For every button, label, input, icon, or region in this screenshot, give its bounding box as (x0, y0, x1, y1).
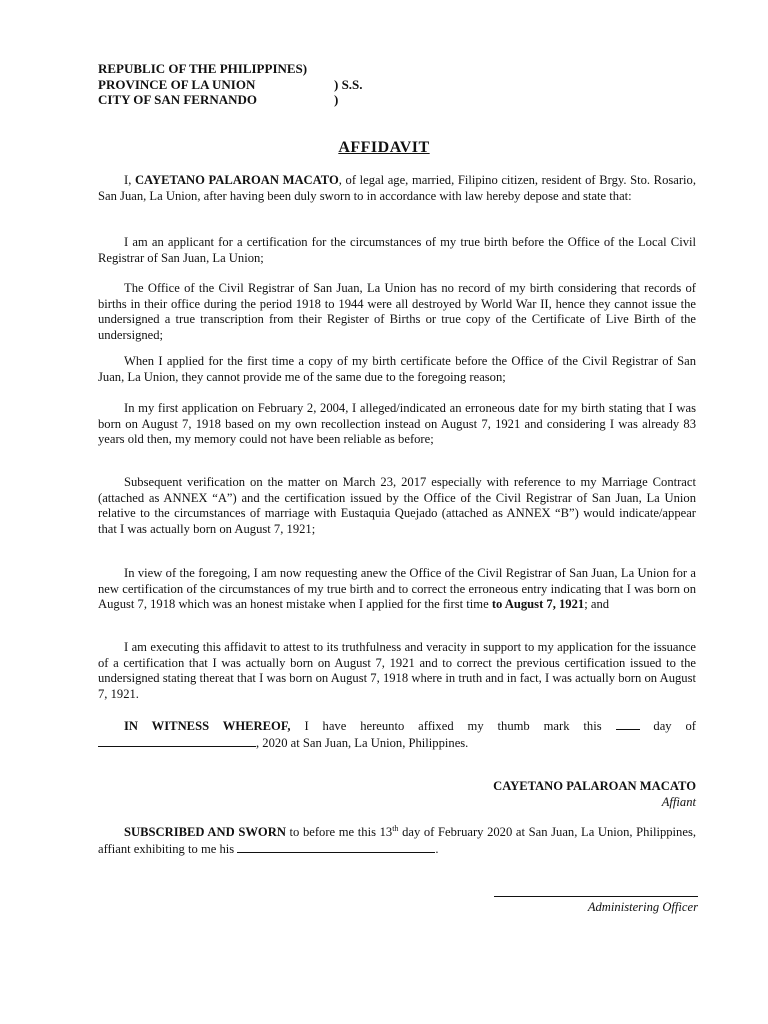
administering-officer-label: Administering Officer (587, 900, 698, 914)
month-blank (98, 735, 256, 747)
paragraph-5: Subsequent verification on the matter on March 23, 2017 especially with reference to my Marriage Contract (attached as ANNEX “A”) and the certification issued by the Office of the Civil Registrar of San Juan, La Union relative to the circumstances of marriage with Eustaquia Quejado (attached as ANNEX “B”) would indicate/appear that I was actually born on August 7, 1921; (98, 475, 696, 536)
city-paren: ) (334, 92, 339, 107)
venue-line-province (98, 77, 363, 93)
venue-line-city (98, 92, 363, 108)
venue-line-republic (98, 61, 363, 77)
paragraph-6: In view of the foregoing, I am now requesting anew the Office of the Civil Registrar of San Juan, La Union for a new certification of the circumstances of my true birth and to correct the erroneous entry indicating that I was born on August 7, 1918 which was an honest mistake when I applied for the first time to August 7, 1921; and (98, 566, 696, 612)
officer-signature-line (494, 896, 698, 897)
ss-text: ) S.S. (334, 76, 363, 92)
document-title: AFFIDAVIT (338, 139, 430, 156)
city-text: CITY OF SAN FERNANDO (98, 92, 258, 107)
republic-text: REPUBLIC OF THE PHILIPPINES) (98, 61, 308, 76)
corrected-date: to August 7, 1921 (491, 597, 585, 612)
venue-caption (98, 61, 363, 108)
affiant-name: CAYETANO PALAROAN MACATO (493, 779, 696, 793)
paragraph-3: When I applied for the first time a copy of my birth certificate before the Office of the Civil Registrar of San Juan, La Union, they cannot provide me of the same due to the foregoing reason; (98, 354, 696, 384)
affiant-name-inline: CAYETANO PALAROAN MACATO (134, 173, 339, 187)
witness-paragraph: IN WITNESS WHEREOF, I have hereunto affixed my thumb mark this day of , 2020 at San Juan, La Union, Philippines. (98, 718, 696, 751)
paragraph-4: In my first application on February 2, 2004, I alleged/indicated an erroneous date for my birth stating that I was born on August 7, 1918 based on my own recollection instead on August 7, 1921 and considering I was already 83 years old then, my memory could not have been reliable as before; (98, 401, 696, 447)
id-blank (237, 841, 435, 853)
day-blank (616, 718, 640, 730)
intro-paragraph: I, CAYETANO PALAROAN MACATO, of legal age, married, Filipino citizen, resident of Brgy. Sto. Rosario, San Juan, La Union, after having been duly sworn to in accordance with law hereby depose and state that: (98, 173, 697, 203)
paragraph-2: The Office of the Civil Registrar of San Juan, La Union has no record of my birth considering that records of births in their office during the period 1918 to 1944 were all destroyed by World War II, hence they cannot issue the undersigned a true transcription from their Register of Births or true copy of the Certificate of Live Birth of the undersigned; (98, 281, 696, 342)
affiant-label: Affiant (661, 795, 696, 809)
jurat-paragraph: SUBSCRIBED AND SWORN to before me this 13th day of February 2020 at San Juan, La Union, Philippines, affiant exhibiting to me his . (98, 823, 696, 856)
paragraph-7: I am executing this affidavit to attest to its truthfulness and veracity in support to my application for the issuance of a certification that I was actually born on August 7, 1921 and to correct the previous certification issued to the undersigned stating thereat that I was born on August 7, 1918 where in truth and in fact, I was actually born on August 7, 1921. (98, 640, 696, 701)
province-text: PROVINCE OF LA UNION (98, 76, 256, 92)
paragraph-1: I am an applicant for a certification for the circumstances of my true birth before the Office of the Local Civil Registrar of San Juan, La Union; (98, 235, 696, 265)
